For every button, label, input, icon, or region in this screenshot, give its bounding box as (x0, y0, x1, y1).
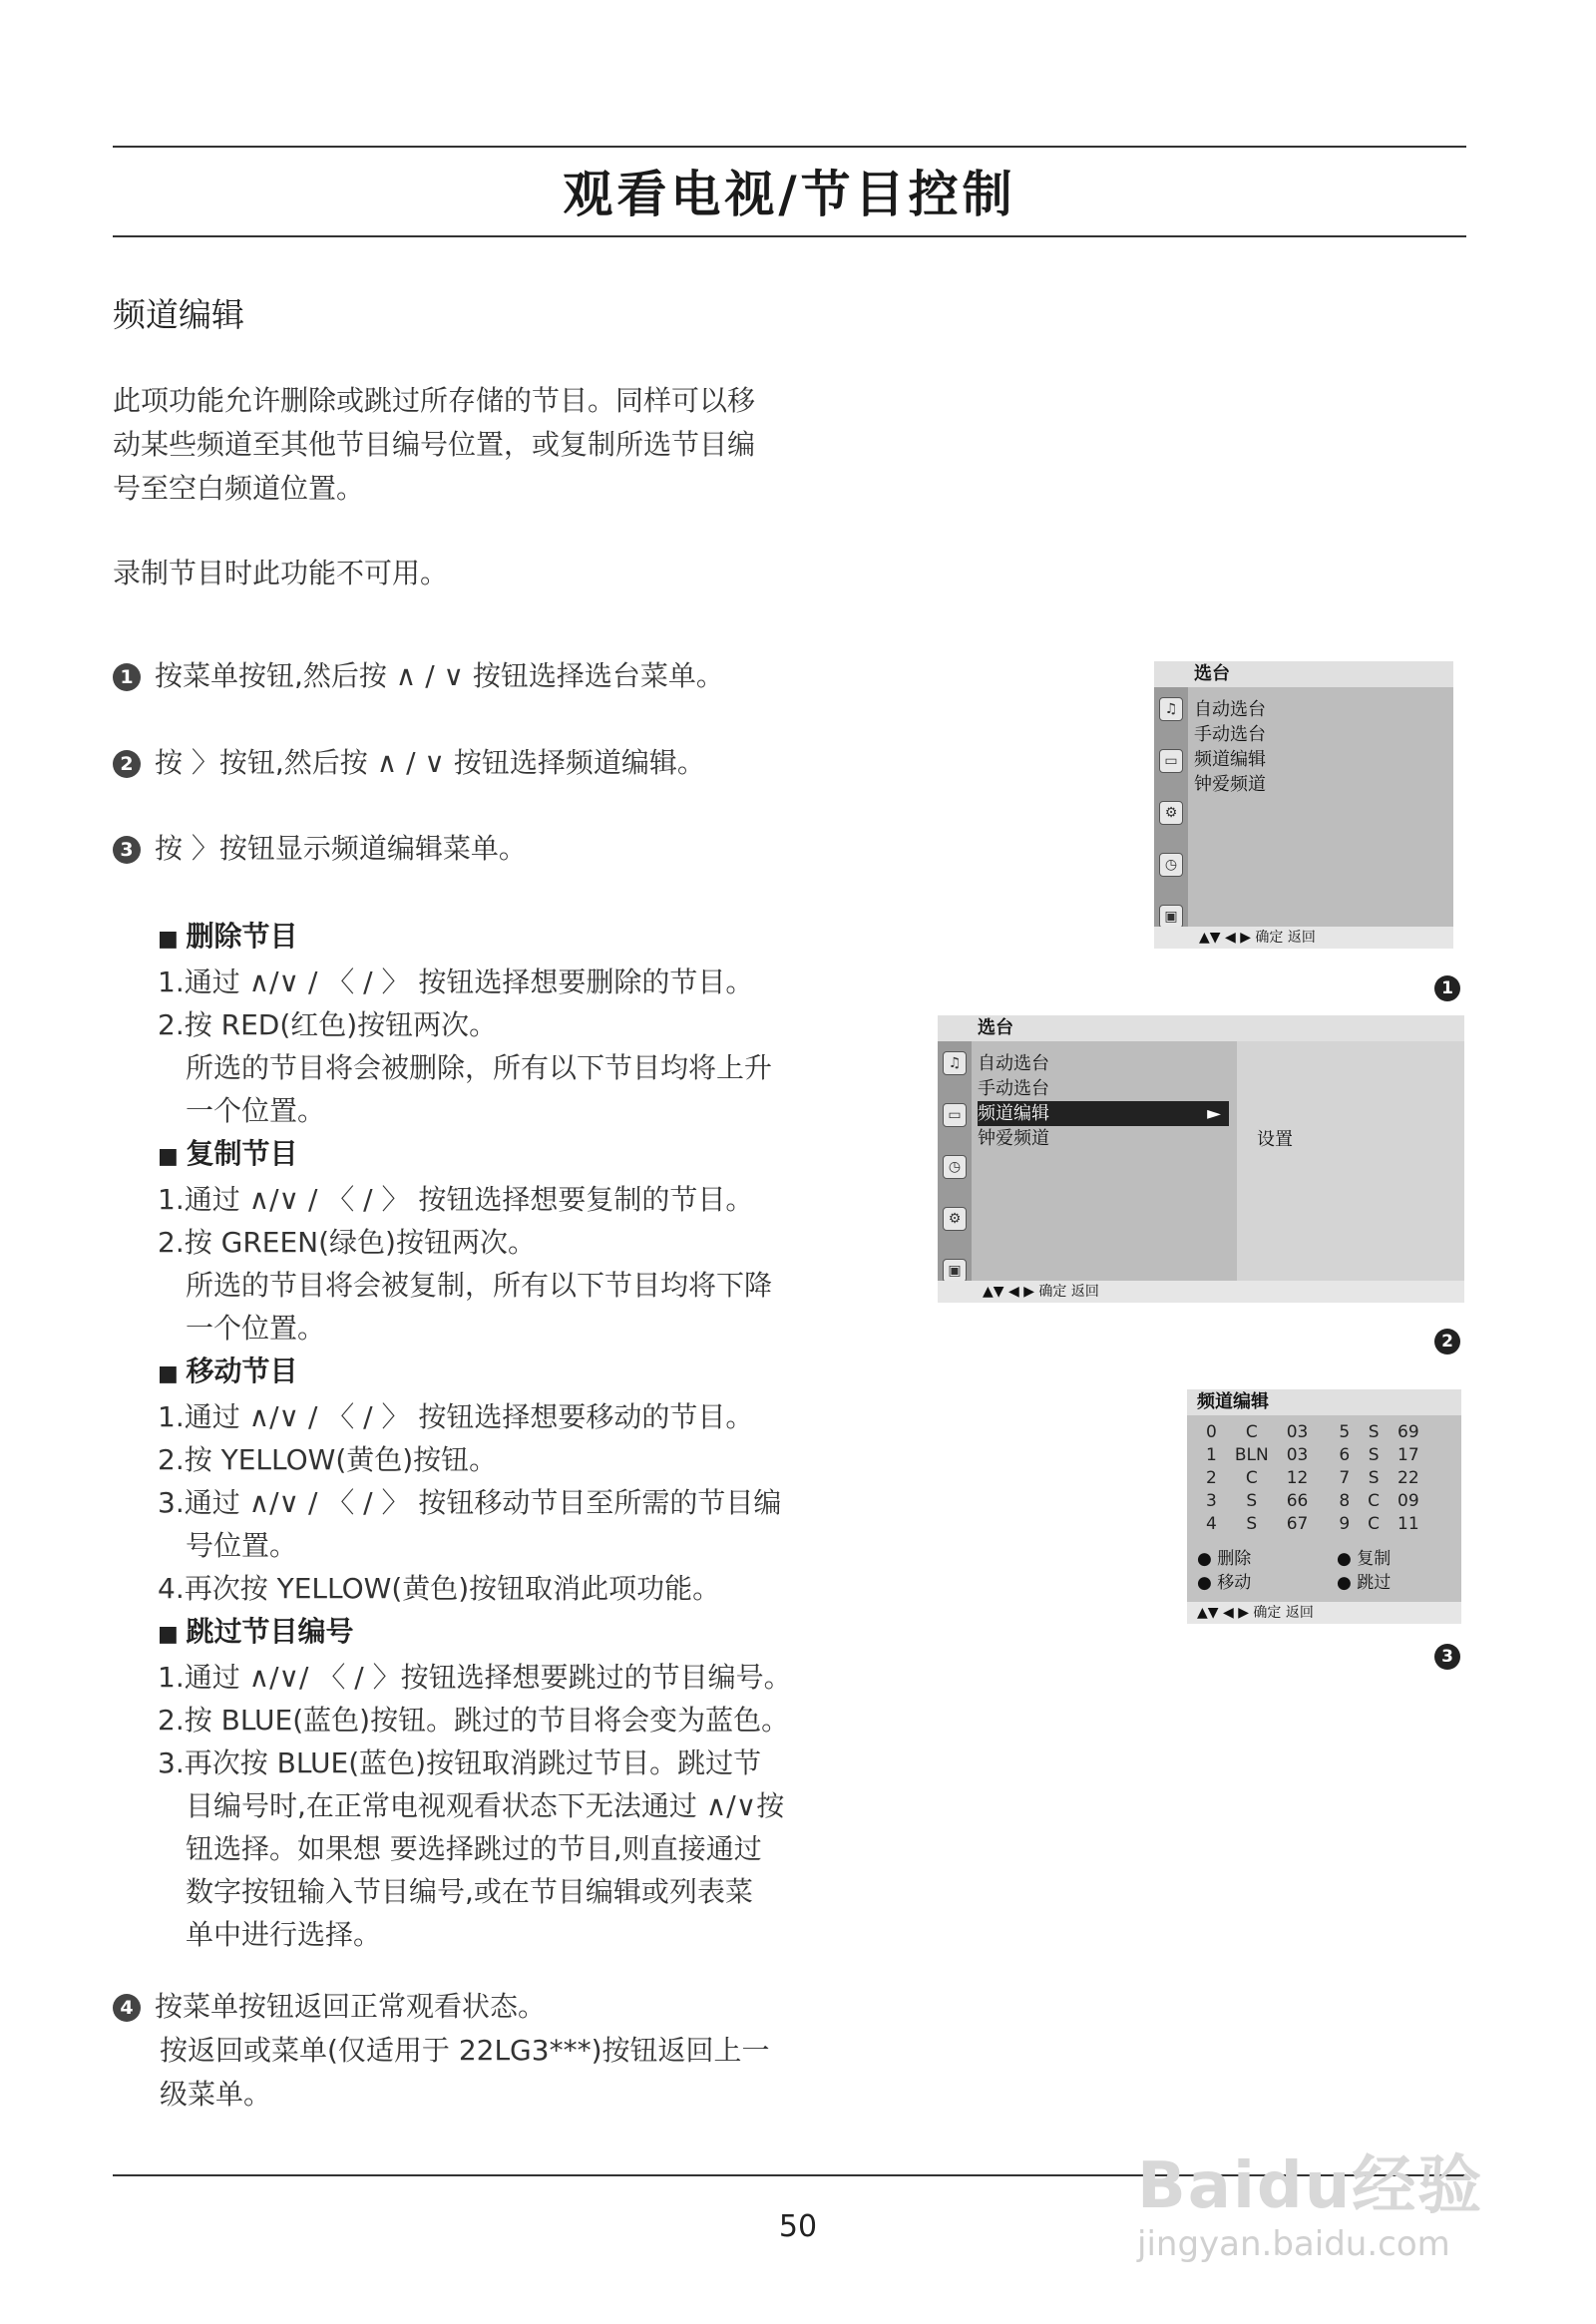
delete-section (158, 915, 856, 1956)
picture-icon: ▭ (1159, 749, 1183, 773)
submenu-panel (1237, 1041, 1464, 1281)
channel-row (1197, 1421, 1428, 1444)
intro-line: 动某些频道至其他节目编号位置，或复制所选节目编 (113, 428, 756, 461)
menu-item: 自动选台 (1194, 699, 1266, 720)
channel-table (1197, 1421, 1428, 1536)
top-rule (113, 146, 1466, 148)
channel-cell: C (1368, 1514, 1381, 1534)
channel-cell: S (1368, 1445, 1380, 1465)
skip-heading: ■ 跳过节目编号 (158, 1610, 856, 1656)
gear-icon: ⚙ (1159, 801, 1183, 825)
channel-cell: S (1368, 1422, 1380, 1442)
step-number: 2 (113, 750, 141, 778)
submenu-item: 设置 (1257, 1129, 1293, 1150)
menu-icon-column (1154, 687, 1188, 927)
step-text: 按 〉按钮,然后按 ∧ / ∨ 按钮选择频道编辑。 (155, 746, 705, 779)
clock-icon: ◷ (1159, 853, 1183, 877)
channel-icon: ♫ (943, 1051, 967, 1075)
menu-item: 手动选台 (978, 1078, 1049, 1099)
channel-cell: S (1246, 1514, 1258, 1534)
channel-cell: 09 (1397, 1491, 1419, 1511)
menu-item-label: 频道编辑 (978, 1103, 1049, 1124)
copy-line: 一个位置。 (186, 1312, 326, 1345)
channel-cell: 9 (1339, 1514, 1351, 1534)
step-number: 4 (113, 1994, 141, 2022)
menu-title: 选台 (1154, 661, 1453, 687)
channel-cell: 22 (1397, 1468, 1419, 1488)
step-1 (113, 654, 891, 698)
copy-line: 所选的节目将会被复制，所有以下节目均将下降 (186, 1269, 773, 1302)
step-text: 按菜单按钮返回正常观看状态。 (155, 1990, 547, 2023)
delete-heading: ■ 删除节目 (158, 915, 856, 961)
delete-line: 2.按 RED(红色)按钮两次。 (158, 1008, 498, 1041)
copy-line: 1.通过 ∧/∨ / 〈 / 〉 按钮选择想要复制的节目。 (158, 1183, 754, 1216)
channel-cell: 4 (1206, 1514, 1217, 1534)
picture-icon: ▭ (943, 1103, 967, 1127)
move-line: 1.通过 ∧/∨ / 〈 / 〉 按钮选择想要移动的节目。 (158, 1400, 754, 1433)
channel-cell: 2 (1206, 1468, 1217, 1488)
section-title: 频道编辑 (113, 295, 244, 334)
step-text: 按 〉按钮显示频道编辑菜单。 (155, 832, 527, 865)
copy-key: ● 复制 (1337, 1549, 1392, 1569)
figure-label-1: 1 (1434, 975, 1460, 1001)
menu-screenshot-2 (938, 1015, 1464, 1303)
settings-icon: ⚙ (943, 1207, 967, 1231)
page-number: 50 (778, 2209, 818, 2244)
channel-cell: 69 (1397, 1422, 1419, 1442)
channel-row (1197, 1467, 1428, 1490)
menu-screenshot-3 (1187, 1389, 1461, 1624)
lock-icon: ▣ (1159, 905, 1183, 929)
menu-items (978, 1051, 1229, 1151)
channel-cell: S (1368, 1468, 1380, 1488)
menu-item-selected (978, 1101, 1229, 1126)
step-4-extra-line: 级菜单。 (160, 2078, 272, 2111)
menu-item: 手动选台 (1194, 724, 1266, 745)
skip-line: 单中进行选择。 (186, 1918, 382, 1951)
channel-cell: 12 (1286, 1468, 1309, 1488)
skip-line: 钮选择。如果想 要选择跳过的节目,则直接通过 (186, 1832, 762, 1865)
watermark-url: jingyan.baidu.com (1137, 2224, 1450, 2264)
skip-key: ● 跳过 (1337, 1573, 1392, 1593)
channel-cell: 5 (1339, 1422, 1351, 1442)
menu-title: 选台 (938, 1015, 1464, 1041)
channel-cell: C (1245, 1422, 1258, 1442)
channel-row (1197, 1444, 1428, 1467)
menu-item: 钟爱频道 (1194, 774, 1266, 795)
move-heading: ■ 移动节目 (158, 1350, 856, 1395)
intro-line: 号至空白频道位置。 (113, 472, 365, 505)
channel-cell: 66 (1286, 1491, 1309, 1511)
delete-line: 1.通过 ∧/∨ / 〈 / 〉 按钮选择想要删除的节目。 (158, 966, 754, 998)
intro-paragraph (113, 379, 871, 511)
note-text: 录制节目时此功能不可用。 (113, 557, 449, 589)
menu-item: 自动选台 (978, 1053, 1049, 1074)
menu-item: 钟爱频道 (978, 1128, 1049, 1149)
channel-cell: 7 (1339, 1468, 1351, 1488)
move-line: 4.再次按 YELLOW(黄色)按钮取消此项功能。 (158, 1572, 721, 1605)
channel-cell: BLN (1234, 1445, 1269, 1465)
menu-footer: ▲▼ ◀ ▶ 确定 返回 (1154, 927, 1453, 949)
channel-cell: 1 (1206, 1445, 1217, 1465)
skip-line: 3.再次按 BLUE(蓝色)按钮取消跳过节目。跳过节 (158, 1746, 762, 1779)
watermark-brand: Baidu经验 (1137, 2149, 1484, 2223)
skip-line: 数字按钮输入节目编号,或在节目编辑或列表菜 (186, 1875, 753, 1908)
menu-footer: ▲▼ ◀ ▶ 确定 返回 (1187, 1602, 1461, 1624)
channel-cell: S (1246, 1491, 1258, 1511)
move-line: 3.通过 ∧/∨ / 〈 / 〉 按钮移动节目至所需的节目编 (158, 1486, 782, 1519)
channel-cell: 03 (1286, 1445, 1309, 1465)
step-3 (113, 827, 891, 871)
move-key: ● 移动 (1197, 1573, 1252, 1593)
menu-item: 频道编辑 (1194, 749, 1266, 770)
channel-cell: C (1245, 1468, 1258, 1488)
step-number: 1 (113, 663, 141, 691)
move-line: 号位置。 (186, 1529, 298, 1562)
move-line: 2.按 YELLOW(黄色)按钮。 (158, 1443, 498, 1476)
skip-line: 1.通过 ∧/∨/ 〈 / 〉按钮选择想要跳过的节目编号。 (158, 1661, 792, 1694)
delete-line: 所选的节目将会被删除，所有以下节目均将上升 (186, 1051, 773, 1084)
copy-line: 2.按 GREEN(绿色)按钮两次。 (158, 1226, 536, 1259)
title-rule (113, 235, 1466, 237)
menu-title: 频道编辑 (1187, 1389, 1461, 1415)
step-2 (113, 741, 891, 785)
channel-cell: 03 (1286, 1422, 1309, 1442)
channel-cell: 67 (1286, 1514, 1309, 1534)
menu-screenshot-1 (1154, 661, 1453, 949)
color-keys (1197, 1547, 1451, 1595)
menu-icon-column (938, 1041, 972, 1281)
delete-line: 一个位置。 (186, 1094, 326, 1127)
arrow-right-icon: ► (1207, 1103, 1221, 1124)
figure-label-2: 2 (1434, 1329, 1460, 1355)
channel-row (1197, 1513, 1428, 1536)
step-4 (113, 1985, 891, 2117)
delete-key: ● 删除 (1197, 1549, 1252, 1569)
watermark (1137, 2105, 1496, 2264)
channel-cell: 8 (1339, 1491, 1351, 1511)
channel-cell: 17 (1397, 1445, 1419, 1465)
step-number: 3 (113, 836, 141, 864)
figure-label-3: 3 (1434, 1644, 1460, 1670)
menu-footer: ▲▼ ◀ ▶ 确定 返回 (938, 1281, 1464, 1303)
intro-line: 此项功能允许删除或跳过所存储的节目。同样可以移 (113, 384, 756, 417)
channel-icon: ♫ (1159, 697, 1183, 721)
step-4-extra-line: 按返回或菜单(仅适用于 22LG3***)按钮返回上一 (160, 2034, 770, 2067)
channel-cell: 3 (1206, 1491, 1217, 1511)
copy-heading: ■ 复制节目 (158, 1132, 856, 1178)
channel-cell: C (1368, 1491, 1381, 1511)
channel-row (1197, 1490, 1428, 1513)
channel-cell: 6 (1339, 1445, 1351, 1465)
skip-line: 目编号时,在正常电视观看状态下无法通过 ∧/∨按 (186, 1789, 785, 1822)
step-text: 按菜单按钮,然后按 ∧ / ∨ 按钮选择选台菜单。 (155, 659, 724, 692)
skip-line: 2.按 BLUE(蓝色)按钮。跳过的节目将会变为蓝色。 (158, 1704, 790, 1737)
channel-cell: 0 (1206, 1422, 1217, 1442)
channel-cell: 11 (1397, 1514, 1419, 1534)
menu-items (1194, 697, 1266, 797)
clock-icon: ◷ (943, 1155, 967, 1179)
page-title: 观看电视/节目控制 (563, 166, 1016, 223)
lock-icon: ▣ (943, 1259, 967, 1283)
